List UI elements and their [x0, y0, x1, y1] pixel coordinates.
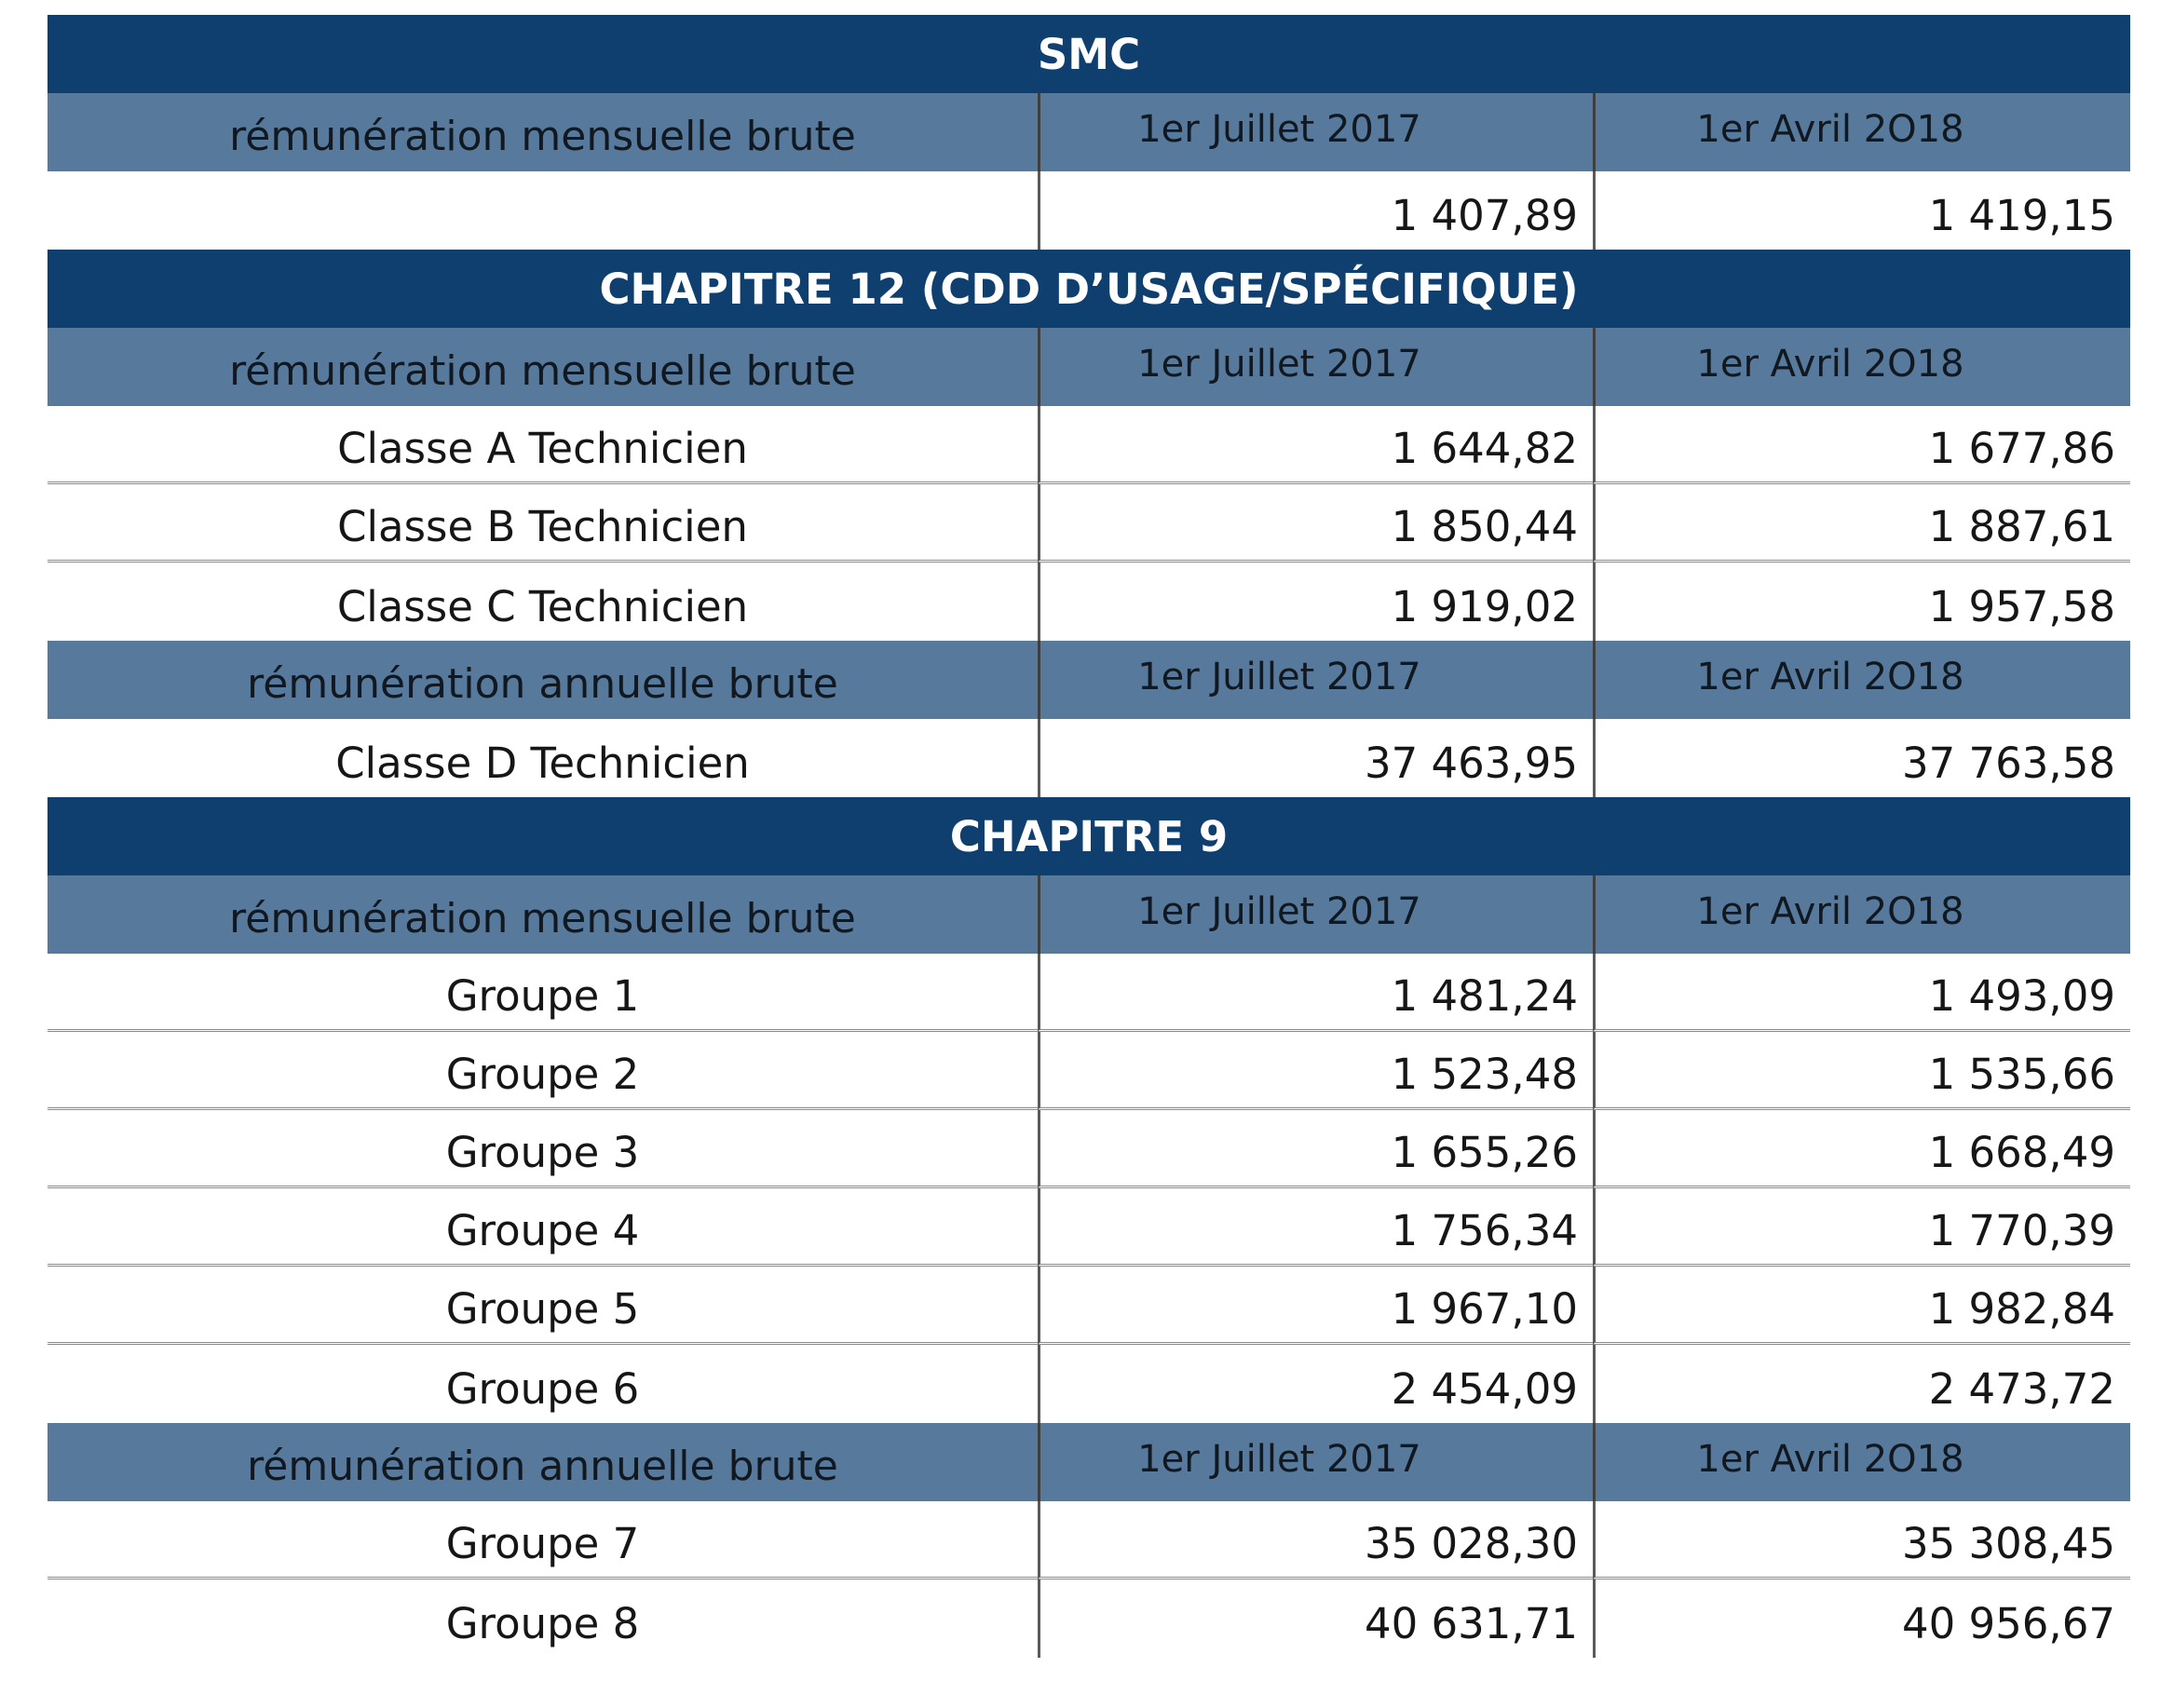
subheader-row	[48, 641, 2130, 719]
value-april-2018: 37 763,58	[1593, 719, 2130, 797]
subheader-label: rémunération mensuelle brute	[229, 894, 856, 942]
row-label: Classe B Technicien	[48, 484, 1038, 563]
row-label: Groupe 2	[48, 1032, 1038, 1110]
column-header-july-2017: 1er Juillet 2017	[1038, 93, 1593, 171]
value-july-2017: 1 850,44	[1038, 484, 1593, 563]
table-row	[48, 484, 2130, 563]
table-row	[48, 1110, 2130, 1188]
subheader-row	[48, 93, 2130, 171]
column-header-july-2017: 1er Juillet 2017	[1038, 1423, 1593, 1501]
subheader-row	[48, 328, 2130, 406]
value-july-2017: 1 523,48	[1038, 1032, 1593, 1110]
table-row	[48, 1032, 2130, 1110]
value-july-2017: 40 631,71	[1038, 1579, 1593, 1658]
table-row	[48, 954, 2130, 1032]
table-row	[48, 1188, 2130, 1267]
section-banner-row	[48, 250, 2130, 328]
column-header-april-2018: 1er Avril 2O18	[1593, 328, 2130, 406]
row-label: Groupe 8	[445, 1598, 640, 1648]
subheader-row	[48, 875, 2130, 954]
section-title: SMC	[48, 15, 2130, 93]
value-april-2018: 1 887,61	[1593, 484, 2130, 563]
salary-table	[48, 15, 2130, 1658]
value-april-2018: 1 957,58	[1593, 563, 2130, 641]
column-header-july-2017: 1er Juillet 2017	[1038, 328, 1593, 406]
subheader-label: rémunération annuelle brute	[247, 1442, 838, 1490]
value-july-2017: 1 481,24	[1038, 954, 1593, 1032]
row-label: Classe C Technicien	[336, 581, 749, 631]
row-label: Classe D Technicien	[335, 738, 750, 788]
subheader-label: rémunération mensuelle brute	[229, 346, 856, 395]
value-april-2018: 1 677,86	[1593, 406, 2130, 484]
row-label: Classe A Technicien	[48, 406, 1038, 484]
table-row	[48, 1345, 2130, 1423]
value-april-2018: 1 770,39	[1593, 1188, 2130, 1267]
column-header-april-2018: 1er Avril 2O18	[1593, 641, 2130, 719]
table-row	[48, 1267, 2130, 1345]
row-label: Groupe 3	[48, 1110, 1038, 1188]
table-row	[48, 563, 2130, 641]
value-july-2017: 1 655,26	[1038, 1110, 1593, 1188]
section-title: CHAPITRE 9	[48, 797, 2130, 875]
value-april-2018: 1 419,15	[1593, 171, 2130, 250]
column-header-april-2018: 1er Avril 2O18	[1593, 1423, 2130, 1501]
value-april-2018: 1 493,09	[1593, 954, 2130, 1032]
value-april-2018: 2 473,72	[1593, 1345, 2130, 1423]
section-title: CHAPITRE 12 (CDD D’USAGE/SPÉCIFIQUE)	[48, 250, 2130, 328]
value-july-2017: 2 454,09	[1038, 1345, 1593, 1423]
value-april-2018: 1 668,49	[1593, 1110, 2130, 1188]
column-header-july-2017: 1er Juillet 2017	[1038, 641, 1593, 719]
value-july-2017: 1 967,10	[1038, 1267, 1593, 1345]
subheader-label: rémunération mensuelle brute	[229, 112, 856, 160]
row-label: Groupe 7	[48, 1501, 1038, 1579]
row-label	[48, 171, 1038, 250]
row-label: Groupe 5	[48, 1267, 1038, 1345]
row-label: Groupe 1	[48, 954, 1038, 1032]
value-april-2018: 1 982,84	[1593, 1267, 2130, 1345]
value-july-2017: 35 028,30	[1038, 1501, 1593, 1579]
subheader-row	[48, 1423, 2130, 1501]
table-row	[48, 1579, 2130, 1658]
column-header-april-2018: 1er Avril 2O18	[1593, 93, 2130, 171]
value-july-2017: 1 919,02	[1038, 563, 1593, 641]
section-banner-row	[48, 797, 2130, 875]
column-header-july-2017: 1er Juillet 2017	[1038, 875, 1593, 954]
row-label: Groupe 4	[48, 1188, 1038, 1267]
section-banner-row	[48, 15, 2130, 93]
table-row	[48, 719, 2130, 797]
table-row	[48, 1501, 2130, 1579]
value-april-2018: 1 535,66	[1593, 1032, 2130, 1110]
value-april-2018: 35 308,45	[1593, 1501, 2130, 1579]
row-label: Groupe 6	[445, 1363, 640, 1414]
table-row	[48, 406, 2130, 484]
value-july-2017: 1 407,89	[1038, 171, 1593, 250]
value-july-2017: 37 463,95	[1038, 719, 1593, 797]
table-row	[48, 171, 2130, 250]
value-july-2017: 1 644,82	[1038, 406, 1593, 484]
value-april-2018: 40 956,67	[1593, 1579, 2130, 1658]
subheader-label: rémunération annuelle brute	[247, 659, 838, 708]
column-header-april-2018: 1er Avril 2O18	[1593, 875, 2130, 954]
value-july-2017: 1 756,34	[1038, 1188, 1593, 1267]
